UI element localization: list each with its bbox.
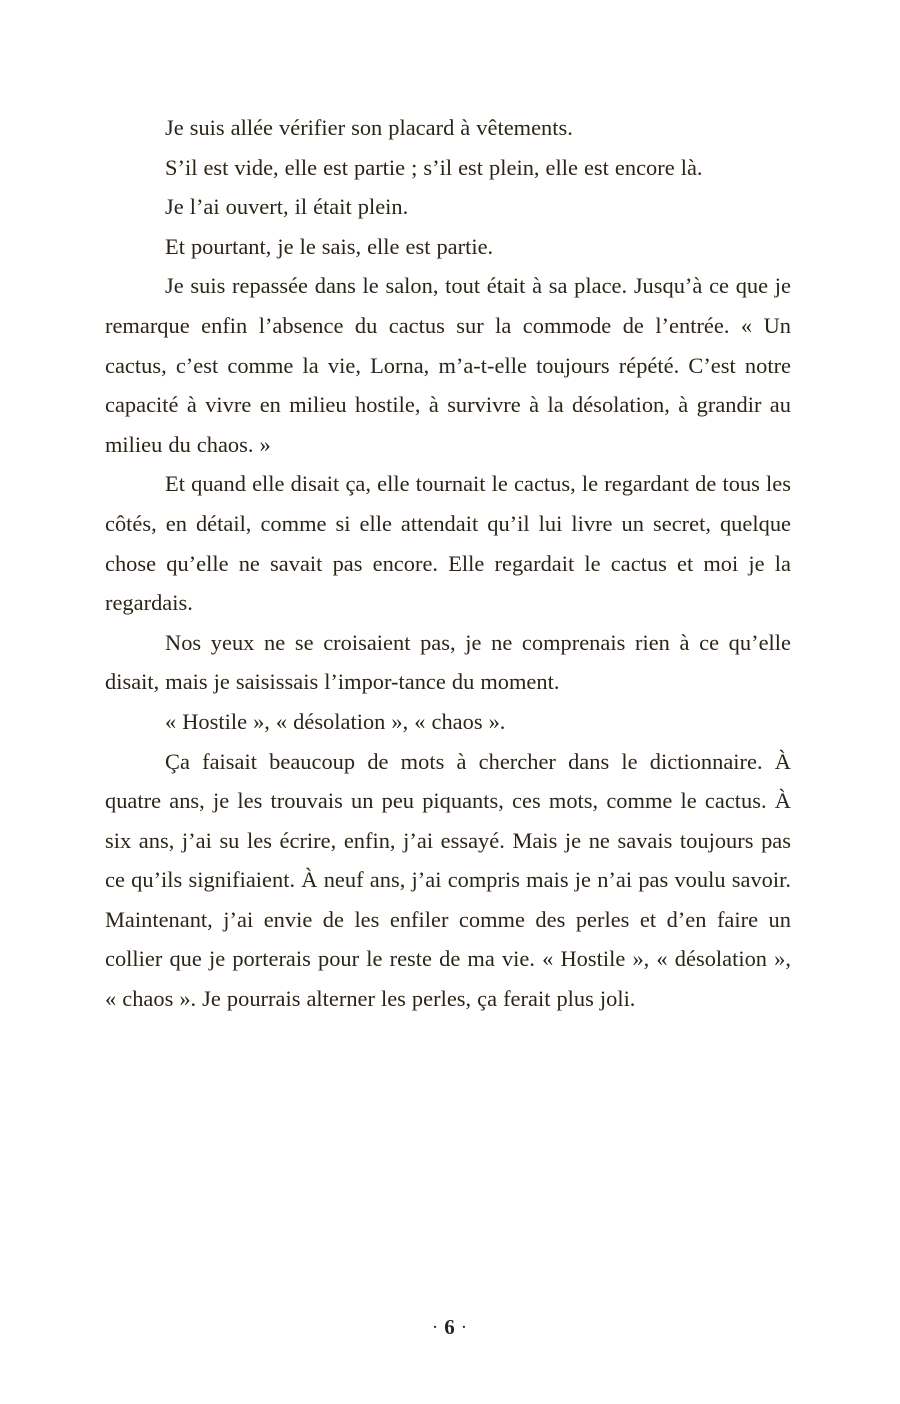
paragraph: Et pourtant, je le sais, elle est partie.	[165, 233, 494, 259]
paragraph: Je l’ai ouvert, il était plein.	[165, 194, 409, 220]
paragraph: Ça faisait beaucoup de mots à chercher dans le dictionnaire. À quatre ans, je les trouvais un peu piquants, ces mots, comme le cactus. À six ans, j’ai su les écrire, enfin, j’ai essayé. Mais je ne savais toujours pas ce qu’ils signifiaient. À neuf ans, j’ai compris mais je n’ai pas voulu savoir. Maintenant, j’ai envie de les enfiler comme des perles et d’en faire un collier que je porterais pour le reste de ma vie. « Hostile », « désolation », « chaos ». Je pourrais alterner les perles, ça ferait plus joli.	[105, 748, 791, 1012]
paragraph: S’il est vide, elle est partie ; s’il est plein, elle est encore là.	[165, 154, 703, 180]
paragraph: Je suis repassée dans le salon, tout était à sa place. Jusqu’à ce que je remarque enfin l’absence du cactus sur la commode de l’entrée. « Un cactus, c’est comme la vie, Lorna, m’a-t-elle toujours répété. C’est notre capacité à vivre en milieu hostile, à survivre à la désolation, à grandir au milieu du chaos. »	[105, 273, 791, 457]
folio-ornament-left: ·	[431, 1317, 440, 1339]
paragraph: Et quand elle disait ça, elle tournait le cactus, le regardant de tous les côtés, en détail, comme si elle attendait qu’il lui livre un secret, quelque chose qu’elle ne savait pas encore. Elle regardait le cactus et moi je la regardais.	[105, 471, 791, 616]
page-number: 6	[444, 1315, 456, 1339]
paragraph: « Hostile », « désolation », « chaos ».	[165, 708, 506, 734]
folio-ornament-right: ·	[460, 1317, 469, 1339]
paragraph: Nos yeux ne se croisaient pas, je ne comprenais rien à ce qu’elle disait, mais je saisissais l’impor-tance du moment.	[105, 629, 791, 695]
paragraph: Je suis allée vérifier son placard à vêtements.	[165, 115, 573, 140]
body-text-block	[105, 108, 791, 1019]
page-number-footer	[0, 1312, 900, 1343]
